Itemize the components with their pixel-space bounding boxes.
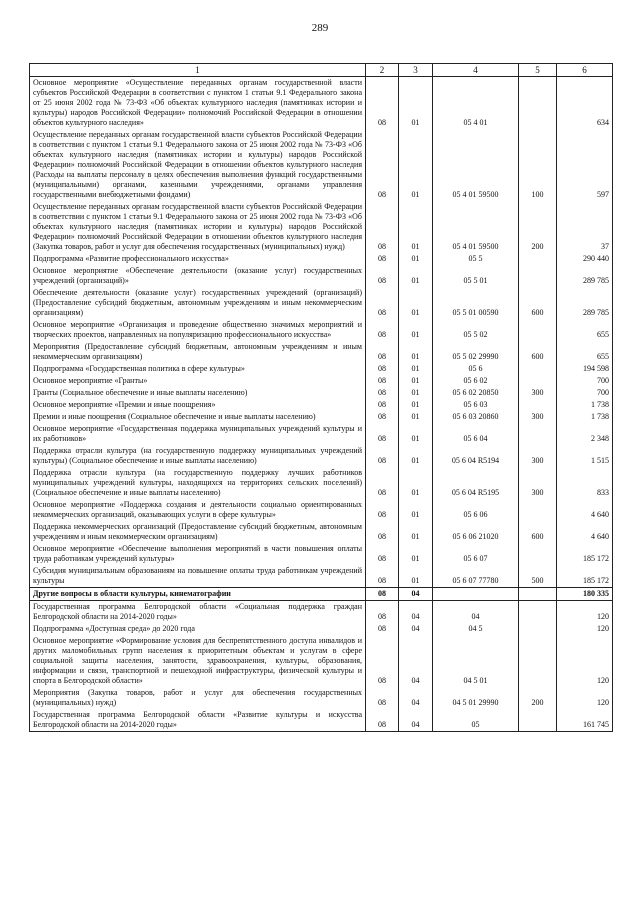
row-section: 08 bbox=[366, 399, 399, 411]
row-expense-type: 600 bbox=[519, 341, 557, 363]
row-section: 08 bbox=[366, 375, 399, 387]
table-row bbox=[30, 375, 613, 387]
budget-table bbox=[29, 63, 613, 732]
row-subsection: 04 bbox=[399, 623, 433, 635]
row-amount: 180 335 bbox=[557, 588, 613, 601]
table-row bbox=[30, 521, 613, 543]
row-section: 08 bbox=[366, 709, 399, 732]
row-section: 08 bbox=[366, 77, 399, 130]
row-expense-type bbox=[519, 601, 557, 624]
table-row bbox=[30, 201, 613, 253]
row-section: 08 bbox=[366, 623, 399, 635]
row-subsection: 01 bbox=[399, 411, 433, 423]
table-row bbox=[30, 543, 613, 565]
row-subsection: 01 bbox=[399, 543, 433, 565]
row-target-code: 05 5 02 29990 bbox=[433, 341, 519, 363]
table-row bbox=[30, 445, 613, 467]
row-amount: 289 785 bbox=[557, 287, 613, 319]
row-name: Основное мероприятие «Формирование условия для беспрепятственного доступа инвалидов и других маломобильных групп населения к приоритетным объектам и услугам в сфере социальной защиты населения, занятости, здравоохранения, культуры, образования, информации и связи, транспортной и пешеходной инфраструктуры, физической культуры и спорта в Белгородской области» bbox=[30, 635, 366, 687]
row-section: 08 bbox=[366, 499, 399, 521]
row-target-code: 05 5 02 bbox=[433, 319, 519, 341]
row-target-code: 05 6 07 77780 bbox=[433, 565, 519, 588]
row-subsection: 01 bbox=[399, 521, 433, 543]
row-amount: 120 bbox=[557, 687, 613, 709]
table-row bbox=[30, 319, 613, 341]
row-expense-type bbox=[519, 363, 557, 375]
row-name: Поддержка отрасли культура (на государственную поддержку муниципальных учреждений культуры) (Социальное обеспечение и иные выплаты населению) bbox=[30, 445, 366, 467]
row-subsection: 04 bbox=[399, 635, 433, 687]
row-expense-type bbox=[519, 319, 557, 341]
row-section: 08 bbox=[366, 387, 399, 399]
row-target-code: 05 6 06 21020 bbox=[433, 521, 519, 543]
row-subsection: 01 bbox=[399, 253, 433, 265]
row-name: Гранты (Социальное обеспечение и иные выплаты населению) bbox=[30, 387, 366, 399]
row-name: Основное мероприятие «Осуществление переданных органам государственной власти субъектов Российской Федерации в соответствии с пунктом 1 статьи 9.1 Федерального закона от 25 июня 2002 года № 73-ФЗ «Об объектах культурного наследия (памятниках истории и культуры) народов Российской Федерации» полномочий Российской Федерации в отношении объектов культурного наследия» bbox=[30, 77, 366, 130]
row-subsection: 01 bbox=[399, 445, 433, 467]
row-target-code: 05 6 03 bbox=[433, 399, 519, 411]
row-section: 08 bbox=[366, 265, 399, 287]
row-amount: 597 bbox=[557, 129, 613, 201]
row-target-code: 05 6 03 20860 bbox=[433, 411, 519, 423]
row-target-code: 05 6 07 bbox=[433, 543, 519, 565]
row-section: 08 bbox=[366, 129, 399, 201]
row-amount: 37 bbox=[557, 201, 613, 253]
row-name: Осуществление переданных органам государственной власти субъектов Российской Федерации в соответствии с пунктом 1 статьи 9.1 Федерального закона от 25 июня 2002 года № 73-ФЗ «Об объектах культурного наследия (памятниках истории и культуры) народов Российской Федерации» полномочий Российской Федерации в отношении объектов культурного наследия (Расходы на выплаты персоналу в целях обеспечения выполнения функций государственными (муниципальными) органами, казенными учреждениями, органами управления государственными внебюджетными фондами) bbox=[30, 129, 366, 201]
row-target-code: 05 6 06 bbox=[433, 499, 519, 521]
table-row bbox=[30, 635, 613, 687]
row-section: 08 bbox=[366, 521, 399, 543]
row-target-code: 05 5 bbox=[433, 253, 519, 265]
col-header: 1 bbox=[30, 64, 366, 77]
row-target-code: 05 6 02 bbox=[433, 375, 519, 387]
row-section: 08 bbox=[366, 445, 399, 467]
row-subsection: 01 bbox=[399, 399, 433, 411]
row-amount: 655 bbox=[557, 341, 613, 363]
row-name: Государственная программа Белгородской области «Развитие культуры и искусства Белгородской области на 2014-2020 годы» bbox=[30, 709, 366, 732]
row-amount: 4 640 bbox=[557, 499, 613, 521]
row-expense-type: 300 bbox=[519, 445, 557, 467]
row-expense-type: 300 bbox=[519, 411, 557, 423]
table-row bbox=[30, 253, 613, 265]
row-name: Основное мероприятие «Обеспечение выполнения мероприятий в части повышения оплаты труда работникам учреждений культуры» bbox=[30, 543, 366, 565]
row-name: Мероприятия (Закупка товаров, работ и услуг для обеспечения государственных (муниципальных) нужд) bbox=[30, 687, 366, 709]
row-target-code: 05 5 01 bbox=[433, 265, 519, 287]
row-name: Основное мероприятие «Организация и проведение общественно значимых мероприятий и творческих проектов, направленных на популяризацию профессионального искусства» bbox=[30, 319, 366, 341]
table-row bbox=[30, 565, 613, 588]
row-name: Подпрограмма «Развитие профессионального искусства» bbox=[30, 253, 366, 265]
row-target-code: 05 4 01 bbox=[433, 77, 519, 130]
row-subsection: 01 bbox=[399, 565, 433, 588]
row-amount: 120 bbox=[557, 623, 613, 635]
row-section: 08 bbox=[366, 467, 399, 499]
table-row bbox=[30, 467, 613, 499]
row-amount: 1 515 bbox=[557, 445, 613, 467]
row-section: 08 bbox=[366, 201, 399, 253]
row-subsection: 01 bbox=[399, 201, 433, 253]
table-row bbox=[30, 411, 613, 423]
row-amount: 700 bbox=[557, 387, 613, 399]
row-expense-type bbox=[519, 253, 557, 265]
row-expense-type: 200 bbox=[519, 201, 557, 253]
row-subsection: 01 bbox=[399, 499, 433, 521]
row-section: 08 bbox=[366, 687, 399, 709]
row-subsection: 04 bbox=[399, 601, 433, 624]
row-name: Субсидия муниципальным образованиям на повышение оплаты труда работникам учреждений культуры bbox=[30, 565, 366, 588]
row-amount: 185 172 bbox=[557, 565, 613, 588]
row-name: Обеспечение деятельности (оказание услуг) государственных учреждений (организаций) (Предоставление субсидий бюджетным, автономным учреждениям и иным некоммерческим организациям) bbox=[30, 287, 366, 319]
row-target-code: 05 4 01 59500 bbox=[433, 201, 519, 253]
row-amount: 289 785 bbox=[557, 265, 613, 287]
row-name: Основное мероприятие «Обеспечение деятельности (оказание услуг) государственных учреждений (организаций)» bbox=[30, 265, 366, 287]
col-header: 5 bbox=[519, 64, 557, 77]
row-subsection: 01 bbox=[399, 467, 433, 499]
row-subsection: 01 bbox=[399, 363, 433, 375]
row-expense-type bbox=[519, 499, 557, 521]
row-subsection: 01 bbox=[399, 287, 433, 319]
row-section: 08 bbox=[366, 588, 399, 601]
row-amount: 120 bbox=[557, 635, 613, 687]
header-row bbox=[30, 64, 613, 77]
row-name: Подпрограмма «Доступная среда» до 2020 года bbox=[30, 623, 366, 635]
row-expense-type: 100 bbox=[519, 129, 557, 201]
row-target-code: 05 6 04 R5195 bbox=[433, 467, 519, 499]
row-target-code: 05 6 bbox=[433, 363, 519, 375]
table-row bbox=[30, 499, 613, 521]
row-subsection: 01 bbox=[399, 375, 433, 387]
row-amount: 290 440 bbox=[557, 253, 613, 265]
row-target-code bbox=[433, 588, 519, 601]
row-target-code: 05 6 04 bbox=[433, 423, 519, 445]
row-expense-type: 600 bbox=[519, 287, 557, 319]
row-subsection: 01 bbox=[399, 77, 433, 130]
row-amount: 2 348 bbox=[557, 423, 613, 445]
table-row bbox=[30, 623, 613, 635]
row-subsection: 04 bbox=[399, 588, 433, 601]
col-header: 3 bbox=[399, 64, 433, 77]
row-target-code: 05 6 02 20850 bbox=[433, 387, 519, 399]
row-subsection: 01 bbox=[399, 341, 433, 363]
row-amount: 833 bbox=[557, 467, 613, 499]
row-section: 08 bbox=[366, 319, 399, 341]
row-expense-type bbox=[519, 265, 557, 287]
row-section: 08 bbox=[366, 543, 399, 565]
row-target-code: 05 bbox=[433, 709, 519, 732]
row-subsection: 01 bbox=[399, 265, 433, 287]
row-name: Основное мероприятие «Государственная поддержка муниципальных учреждений культуры и их работников» bbox=[30, 423, 366, 445]
row-expense-type: 500 bbox=[519, 565, 557, 588]
row-name: Основное мероприятие «Премии и иные поощрения» bbox=[30, 399, 366, 411]
row-expense-type bbox=[519, 709, 557, 732]
row-expense-type bbox=[519, 375, 557, 387]
table-row bbox=[30, 129, 613, 201]
row-amount: 194 598 bbox=[557, 363, 613, 375]
row-target-code: 04 bbox=[433, 601, 519, 624]
row-expense-type bbox=[519, 399, 557, 411]
row-expense-type bbox=[519, 588, 557, 601]
row-name: Поддержка отрасли культура (на государственную поддержку лучших работников муниципальных учреждений культуры, находящихся на территориях сельских поселений) (Социальное обеспечение и иные выплаты населению) bbox=[30, 467, 366, 499]
table-row bbox=[30, 387, 613, 399]
row-target-code: 05 4 01 59500 bbox=[433, 129, 519, 201]
row-expense-type bbox=[519, 623, 557, 635]
row-expense-type bbox=[519, 635, 557, 687]
table-row bbox=[30, 709, 613, 732]
row-subsection: 01 bbox=[399, 319, 433, 341]
col-header: 4 bbox=[433, 64, 519, 77]
table-row bbox=[30, 341, 613, 363]
row-name: Основное мероприятие «Поддержка создания и деятельности социально ориентированных некоммерческих организаций, оказывающих услуги в сфере культуры» bbox=[30, 499, 366, 521]
row-name: Осуществление переданных органам государственной власти субъектов Российской Федерации в соответствии с пунктом 1 статьи 9.1 Федерального закона от 25 июня 2002 года № 73-ФЗ «Об объектах культурного наследия (памятниках истории и культуры) народов Российской Федерации» полномочий Российской Федерации в отношении объектов культурного наследия (Закупка товаров, работ и услуг для обеспечения государственных (муниципальных) нужд) bbox=[30, 201, 366, 253]
row-subsection: 01 bbox=[399, 129, 433, 201]
row-expense-type: 300 bbox=[519, 467, 557, 499]
row-name: Поддержка некоммерческих организаций (Предоставление субсидий бюджетным, автономным учреждениям и иным некоммерческим организациям) bbox=[30, 521, 366, 543]
row-subsection: 01 bbox=[399, 423, 433, 445]
row-target-code: 05 6 04 R5194 bbox=[433, 445, 519, 467]
table-row bbox=[30, 265, 613, 287]
row-section: 08 bbox=[366, 423, 399, 445]
row-amount: 700 bbox=[557, 375, 613, 387]
row-subsection: 04 bbox=[399, 709, 433, 732]
table-row bbox=[30, 687, 613, 709]
table-row bbox=[30, 399, 613, 411]
row-target-code: 04 5 01 29990 bbox=[433, 687, 519, 709]
table-row bbox=[30, 601, 613, 624]
row-amount: 1 738 bbox=[557, 399, 613, 411]
row-expense-type: 300 bbox=[519, 387, 557, 399]
table-row bbox=[30, 77, 613, 130]
row-expense-type bbox=[519, 423, 557, 445]
row-name: Основное мероприятие «Гранты» bbox=[30, 375, 366, 387]
table-row bbox=[30, 423, 613, 445]
row-amount: 655 bbox=[557, 319, 613, 341]
row-expense-type: 600 bbox=[519, 521, 557, 543]
row-expense-type: 200 bbox=[519, 687, 557, 709]
table-row bbox=[30, 363, 613, 375]
col-header: 6 bbox=[557, 64, 613, 77]
row-section: 08 bbox=[366, 565, 399, 588]
row-name: Подпрограмма «Государственная политика в сфере культуры» bbox=[30, 363, 366, 375]
col-header: 2 bbox=[366, 64, 399, 77]
row-name: Мероприятия (Предоставление субсидий бюджетным, автономным учреждениям и иным некоммерческим организациям) bbox=[30, 341, 366, 363]
row-section: 08 bbox=[366, 601, 399, 624]
row-section: 08 bbox=[366, 411, 399, 423]
row-section: 08 bbox=[366, 287, 399, 319]
row-target-code: 05 5 01 00590 bbox=[433, 287, 519, 319]
row-name: Государственная программа Белгородской области «Социальная поддержка граждан Белгородской области на 2014-2020 годы» bbox=[30, 601, 366, 624]
row-amount: 4 640 bbox=[557, 521, 613, 543]
row-target-code: 04 5 01 bbox=[433, 635, 519, 687]
row-subsection: 01 bbox=[399, 387, 433, 399]
row-expense-type bbox=[519, 77, 557, 130]
row-section: 08 bbox=[366, 363, 399, 375]
row-section: 08 bbox=[366, 635, 399, 687]
row-amount: 120 bbox=[557, 601, 613, 624]
row-amount: 1 738 bbox=[557, 411, 613, 423]
row-amount: 185 172 bbox=[557, 543, 613, 565]
row-expense-type bbox=[519, 543, 557, 565]
table-row bbox=[30, 287, 613, 319]
table-row bbox=[30, 588, 613, 601]
row-amount: 161 745 bbox=[557, 709, 613, 732]
row-name: Премии и иные поощрения (Социальное обеспечение и иные выплаты населению) bbox=[30, 411, 366, 423]
row-section: 08 bbox=[366, 253, 399, 265]
row-name: Другие вопросы в области культуры, кинематографии bbox=[30, 588, 366, 601]
row-subsection: 04 bbox=[399, 687, 433, 709]
page-number: 289 bbox=[311, 22, 329, 34]
row-amount: 634 bbox=[557, 77, 613, 130]
row-section: 08 bbox=[366, 341, 399, 363]
row-target-code: 04 5 bbox=[433, 623, 519, 635]
